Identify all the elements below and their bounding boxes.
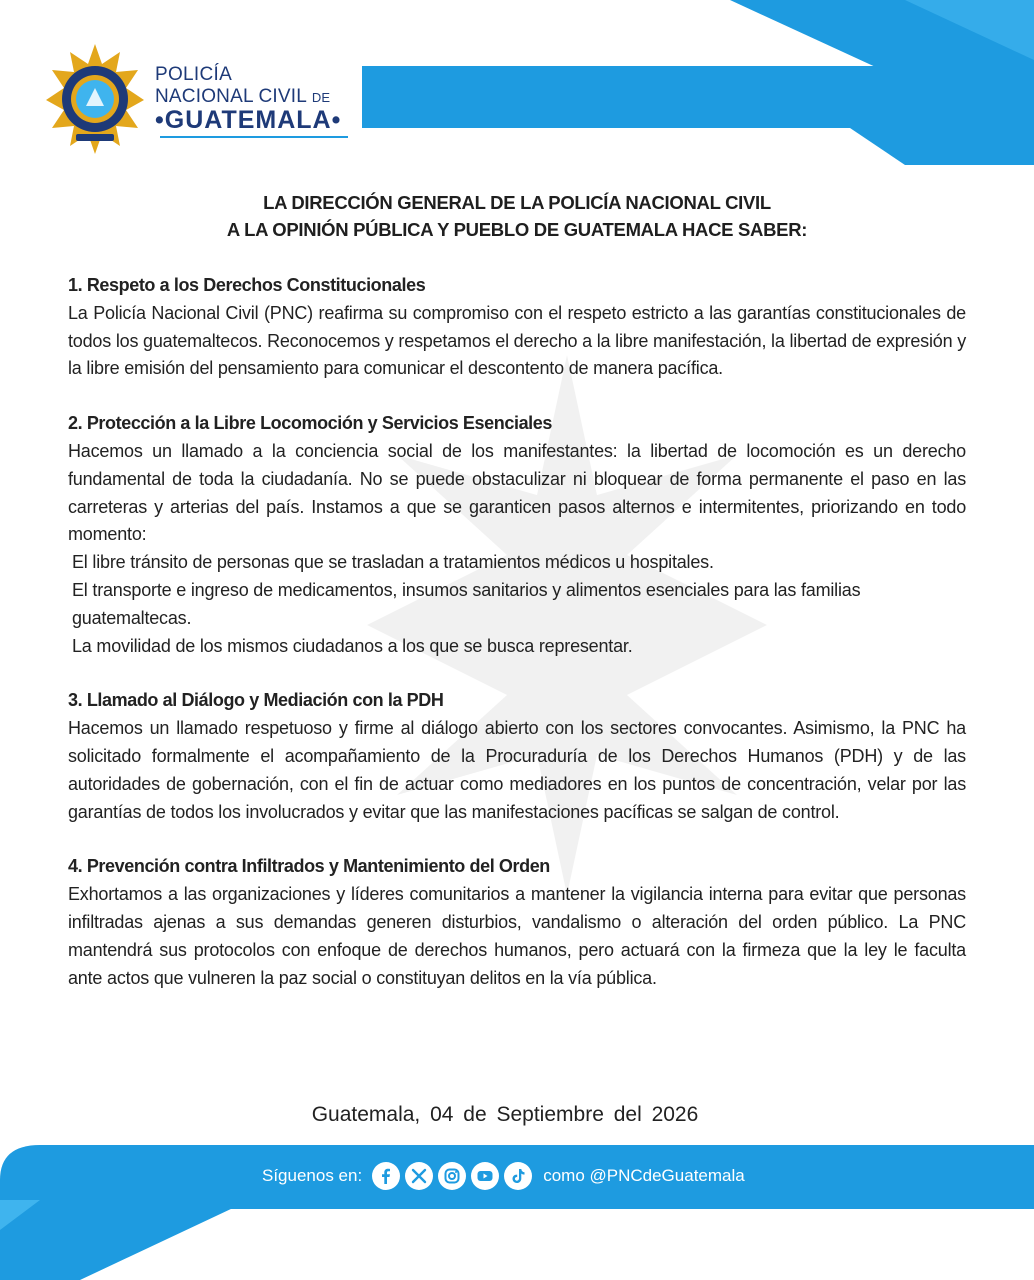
section-title: 4. Prevención contra Infiltrados y Mantenimiento del Orden	[68, 856, 550, 877]
heading-line1: LA DIRECCIÓN GENERAL DE LA POLICÍA NACIONAL CIVIL	[263, 192, 771, 213]
section-body: La Policía Nacional Civil (PNC) reafirma su compromiso con el respeto estricto a las garantías constitucionales de todos los guatemaltecos. Reconocemos y respetamos el derecho a la libre manifestación, la libertad de expresión y la libre emisión del pensamiento para comunicar el descontento de manera pacífica.	[68, 302, 966, 379]
org-name-line2-main: NACIONAL CIVIL	[155, 86, 307, 107]
section-title: 1. Respeto a los Derechos Constitucionales	[68, 275, 426, 295]
org-name-line1: POLICÍA	[155, 64, 233, 85]
section-title: 2. Protección a la Libre Locomoción y Servicios Esenciales	[68, 413, 552, 434]
org-name-line2-suffix: DE	[311, 90, 331, 105]
section-title: 3. Llamado al Diálogo y Mediación con la PDH	[68, 690, 444, 711]
footer-decoration	[0, 1200, 1034, 1280]
section-1	[68, 272, 966, 383]
document-body	[68, 272, 966, 1019]
heading-line2: A LA OPINIÓN PÚBLICA Y PUEBLO DE GUATEMALA HACE SABER:	[226, 219, 808, 240]
x-icon[interactable]	[405, 1162, 433, 1190]
tiktok-icon[interactable]	[504, 1162, 532, 1190]
section-body: Hacemos un llamado respetuoso y firme al diálogo abierto con los sectores convocantes. Asimismo, la PNC ha solicitado formalmente el acompañamiento de la Procuraduría de los Derechos Humanos (PDH) y de las autoridades de gobernación, con el fin de actuar como mediadores en los puntos de concentración, velar por las garantías de todos los involucrados y evitar que las manifestaciones pacíficas se salgan de control.	[68, 718, 966, 822]
section-body: Exhortamos a las organizaciones y líderes comunitarios a mantener la vigilancia interna para evitar que personas infiltradas ajenas a sus demandas generen disturbios, vandalismo o alteración del orden público. La PNC mantendrá sus protocolos con enfoque de derechos humanos, pero actuará con la firmeza que la ley le faculta ante actos que vulneren la paz social o constituyan delitos en la vía pública.	[68, 884, 966, 988]
section-body: Hacemos un llamado a la conciencia social de los manifestantes: la libertad de locomoción es un derecho fundamental de toda la ciudadanía. No se puede obstaculizar ni bloquear de forma permanente el paso en las carreteras y arterias del país. Instamos a que se garanticen pasos alternos e intermitentes, priorizando en todo momento:	[68, 440, 966, 545]
list-item: La movilidad de los mismos ciudadanos a los que se busca representar.	[72, 635, 633, 656]
org-underline	[160, 136, 348, 138]
list-item: El libre tránsito de personas que se trasladan a tratamientos médicos u hospitales.	[72, 552, 714, 573]
social-handle-label[interactable]: como @PNCdeGuatemala	[543, 1166, 745, 1185]
facebook-icon[interactable]	[372, 1162, 400, 1190]
document-date: Guatemala, 04 de Septiembre del 2026	[311, 1103, 699, 1126]
org-name-line2	[155, 86, 330, 108]
section-3	[68, 687, 966, 826]
section-4	[68, 853, 966, 992]
social-links-row	[262, 1160, 745, 1192]
instagram-icon[interactable]	[438, 1162, 466, 1190]
pnc-badge-logo	[46, 42, 144, 162]
document-heading	[0, 189, 1034, 243]
section-2	[68, 410, 966, 660]
youtube-icon[interactable]	[471, 1162, 499, 1190]
org-name-line3: •GUATEMALA•	[155, 106, 342, 134]
list-item: El transporte e ingreso de medicamentos, insumos sanitarios y alimentos esenciales para las familias guatemaltecas.	[72, 579, 861, 628]
follow-label: Síguenos en:	[262, 1166, 363, 1185]
